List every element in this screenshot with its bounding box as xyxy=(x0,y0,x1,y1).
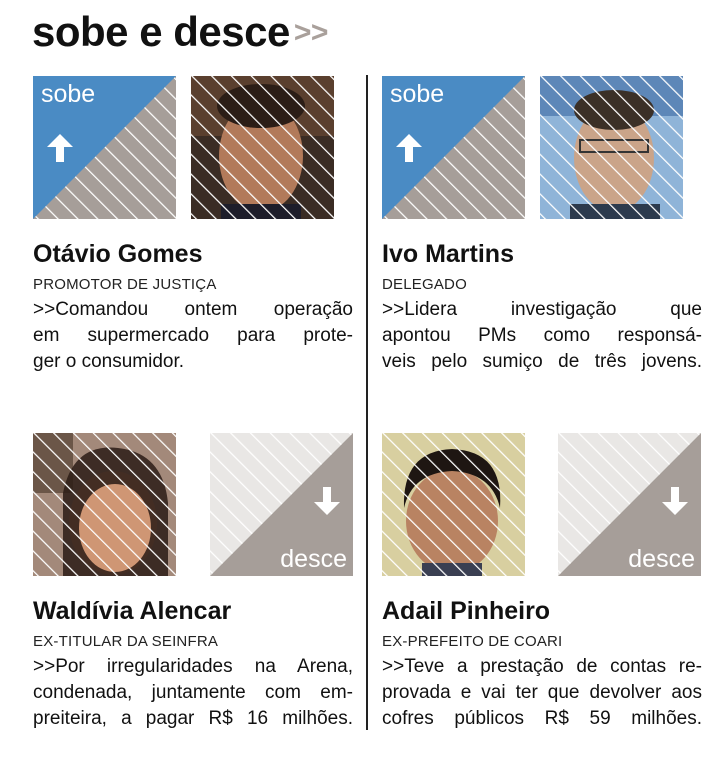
desce-label: desce xyxy=(280,545,347,573)
desce-label: desce xyxy=(628,545,695,573)
sobe-label: sobe xyxy=(41,80,96,108)
person-name: Otávio Gomes xyxy=(33,240,203,268)
desc-line: veis pelo sumiço de três jovens. xyxy=(382,351,702,372)
title-text: sobe e desce xyxy=(32,8,290,55)
photo-adail-pinheiro xyxy=(382,433,525,576)
desc-line: >>Por irregularidades na Arena, xyxy=(33,656,353,677)
person-name: Ivo Martins xyxy=(382,240,514,268)
person-name: Adail Pinheiro xyxy=(382,597,551,625)
title-arrows: >> xyxy=(293,16,328,49)
person-description xyxy=(33,297,353,375)
desc-line: preiteira, a pagar R$ 16 milhões. xyxy=(33,708,353,729)
desc-line: ger o consumidor. xyxy=(33,351,185,372)
photo-waldivia-alencar xyxy=(33,433,176,576)
arrow-up-icon xyxy=(47,134,73,162)
sobe-tile xyxy=(33,76,176,219)
section-title xyxy=(32,8,328,56)
desc-line: condenada, juntamente com em- xyxy=(33,682,353,703)
desce-tile xyxy=(558,433,701,576)
desce-tile xyxy=(210,433,353,576)
arrow-down-icon xyxy=(662,487,688,515)
desc-line: provada e vai ter que devolver aos xyxy=(382,682,702,703)
desc-line: >>Comandou ontem operação xyxy=(33,299,353,320)
person-name: Waldívia Alencar xyxy=(33,597,232,625)
sobe-tile xyxy=(382,76,525,219)
person-role: PROMOTOR DE JUSTIÇA xyxy=(33,276,217,293)
person-role: EX-TITULAR DA SEINFRA xyxy=(33,633,219,650)
photo-ivo-martins xyxy=(540,76,683,219)
person-description xyxy=(382,297,702,375)
desc-line: cofres públicos R$ 59 milhões. xyxy=(382,708,702,729)
desc-line: apontou PMs como responsá- xyxy=(382,325,702,346)
desc-line: >>Teve a prestação de contas re- xyxy=(382,656,702,677)
person-role: EX-PREFEITO DE COARI xyxy=(382,633,563,650)
arrow-down-icon xyxy=(314,487,340,515)
photo-otavio-gomes xyxy=(191,76,334,219)
arrow-up-icon xyxy=(396,134,422,162)
sobe-label: sobe xyxy=(390,80,445,108)
person-description xyxy=(382,654,702,732)
column-divider xyxy=(366,75,368,730)
person-description xyxy=(33,654,353,732)
desc-line: >>Lidera investigação que xyxy=(382,299,702,320)
person-role: DELEGADO xyxy=(382,276,467,293)
desc-line: em supermercado para prote- xyxy=(33,325,353,346)
